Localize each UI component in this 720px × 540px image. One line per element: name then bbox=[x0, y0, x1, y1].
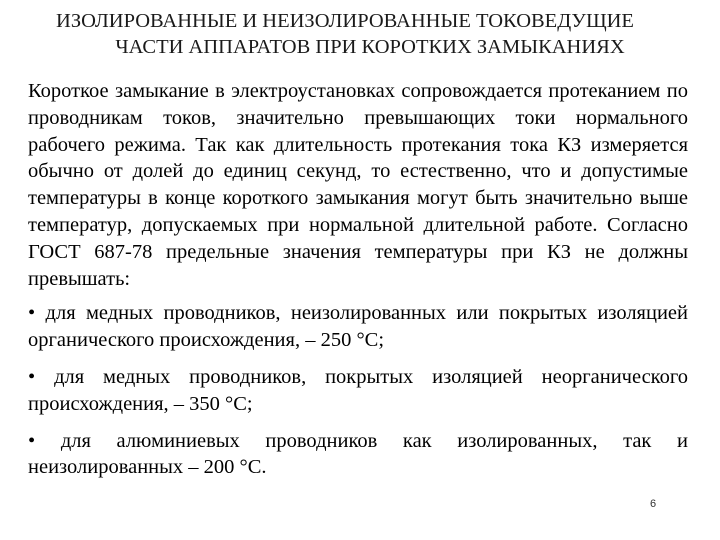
title-line-2: ЧАСТИ АППАРАТОВ ПРИ КОРОТКИХ ЗАМЫКАНИЯХ bbox=[115, 36, 625, 58]
bullet-dot-icon: • bbox=[28, 365, 36, 388]
bullet-dot-icon: • bbox=[28, 302, 36, 325]
slide-title bbox=[0, 8, 720, 60]
bullet-dot-icon: • bbox=[28, 429, 36, 452]
bullet-text: для медных проводников, неизолированных или покрытых изоляцией органического происхождения, – 250 °С; bbox=[28, 302, 688, 352]
bullet-item-aluminium bbox=[28, 428, 688, 482]
slide-body bbox=[28, 78, 688, 481]
page-number: 6 bbox=[650, 498, 657, 510]
bullet-item-copper-inorganic bbox=[28, 364, 688, 418]
bullet-text: для медных проводников, покрытых изоляцией неорганического происхождения, – 350 °С; bbox=[28, 365, 688, 415]
intro-paragraph: Короткое замыкание в электроустановках сопровождается протеканием по проводникам токов, значительно превышающих токи нормального рабочего режима. Так как длительность протекания тока КЗ измеряется обычно от долей до единиц секунд, то естественно, что и допустимые температуры в конце короткого замыкания могут быть значительно выше температур, допускаемых при нормальной длительной работе. Согласно ГОСТ 687-78 предельные значения температуры при КЗ не должны превышать: bbox=[28, 80, 688, 290]
bullet-item-copper-organic bbox=[28, 300, 688, 354]
bullet-text: для алюминиевых проводников как изолированных, так и неизолированных – 200 °С. bbox=[28, 429, 688, 479]
title-line-1: ИЗОЛИРОВАННЫЕ И НЕИЗОЛИРОВАННЫЕ ТОКОВЕДУЩИЕ bbox=[56, 10, 634, 32]
